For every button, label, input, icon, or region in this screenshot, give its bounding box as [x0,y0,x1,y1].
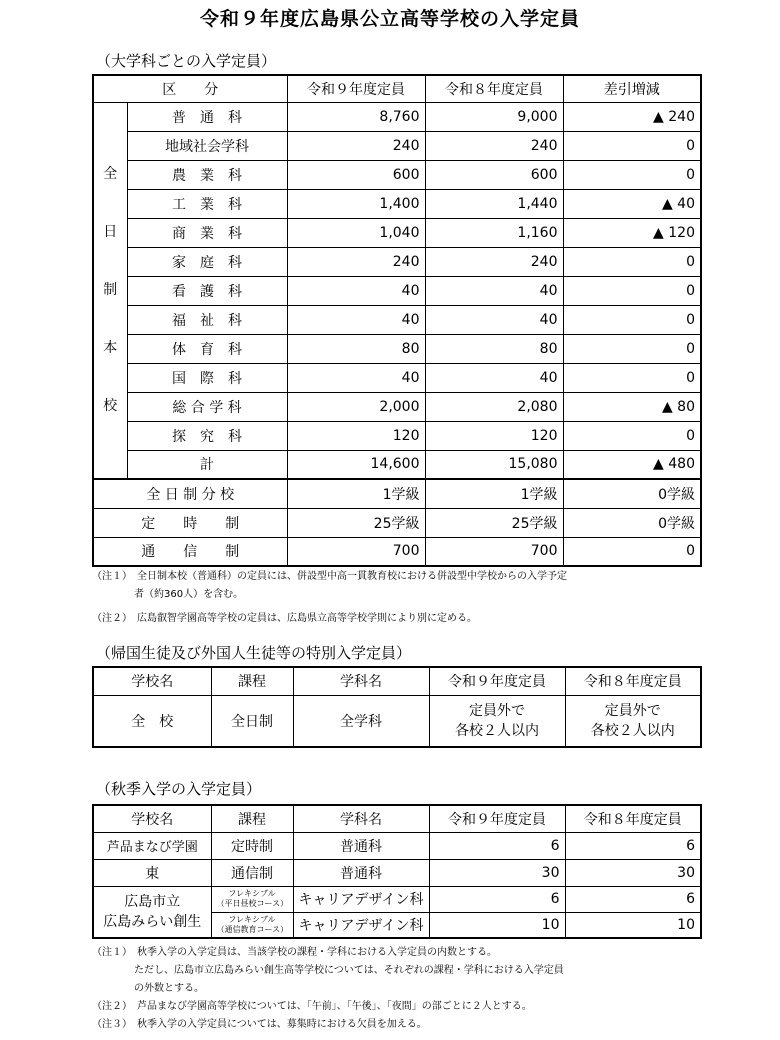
table-header: 学校名 課程 学科名 令和９年度定員 令和８年度定員 [93,805,701,832]
autumn-capacity-table [92,804,702,939]
table-row: 地域社会学科 240 240 0 [93,131,701,160]
capacity-table [92,74,702,567]
merged-school: 広島市立 広島みらい創生 [93,886,211,938]
table-row: 全 校 全日制 全学科 定員外で 各校２人以内 定員外で 各校２人以内 [93,695,701,747]
notes-3: （注１） 秋季入学の入学定員は、当該学校の課程・学科における入学定員の内数とする。 ただし、広島市立広島みらい創生高等学校については、それぞれの課程・学科における入学定員 の外数とする。 （注２） 芦品まなび学園高等学校については、「午前」、「午後」、「夜間」の部ごとに２人とする。 （注３） 秋季入学の入学定員については、募集時における欠員を加える。 [92,947,564,1030]
table-row: 全 日 制 本 校 普 通 科 8,760 9,000 ▲ 240 [93,102,701,131]
section-heading-1: （大学科ごとの入学定員） [96,52,277,70]
table-header [93,75,701,102]
table-row: 福 祉 科 40 40 0 [93,305,701,334]
page-title: 令和９年度広島県公立高等学校の入学定員 [199,8,580,30]
table-row: 商 業 科 1,040 1,160 ▲ 120 [93,218,701,247]
special-capacity-table [92,666,702,748]
table-row: フレキシブル （通信教育コース） キャリアデザイン科 10 10 [93,912,701,938]
header-category: 区 分 [93,75,287,102]
notes-1: （注１） 全日制本校（普通科）の定員には、併設型中高一貫教育校における併設型中学校からの入学予定 者（約360人）を含む。 （注２） 広島叡智学園高等学校の定員は、広島県立高等学校学則により別に定める。 [92,571,567,624]
group-label: 全 日 制 本 校 [93,102,127,479]
table-row: 看 護 科 40 40 0 [93,276,701,305]
table-row: 工 業 科 1,400 1,440 ▲ 40 [93,189,701,218]
header-r9: 令和９年度定員 [287,75,425,102]
section-heading-2: （帰国生徒及び外国人生徒等の特別入学定員） [96,644,412,662]
table-row: 農 業 科 600 600 0 [93,160,701,189]
table-row: 東 通信制 普通科 30 30 [93,859,701,886]
table-row: 広島市立 広島みらい創生 フレキシブル （平日昼校コース） キャリアデザイン科 6 6 [93,886,701,912]
table-row: 国 際 科 40 40 0 [93,363,701,392]
header-diff: 差引増減 [563,75,701,102]
header-r8: 令和８年度定員 [425,75,563,102]
total-row: 計 14,600 15,080 ▲ 480 [93,450,701,479]
table-row: 体 育 科 80 80 0 [93,334,701,363]
table-row: 通 信 制 700 700 0 [93,537,701,566]
table-row: 総 合 学 科 2,000 2,080 ▲ 80 [93,392,701,421]
table-row: 探 究 科 120 120 0 [93,421,701,450]
table-row: 全 日 制 分 校 1学級 1学級 0学級 [93,479,701,508]
table-row: 家 庭 科 240 240 0 [93,247,701,276]
table-header: 学校名 課程 学科名 令和９年度定員 令和８年度定員 [93,667,701,695]
section-heading-3: （秋季入学の入学定員） [96,780,262,798]
table-row: 定 時 制 25学級 25学級 0学級 [93,508,701,537]
table-row: 芦品まなび学園 定時制 普通科 6 6 [93,832,701,859]
